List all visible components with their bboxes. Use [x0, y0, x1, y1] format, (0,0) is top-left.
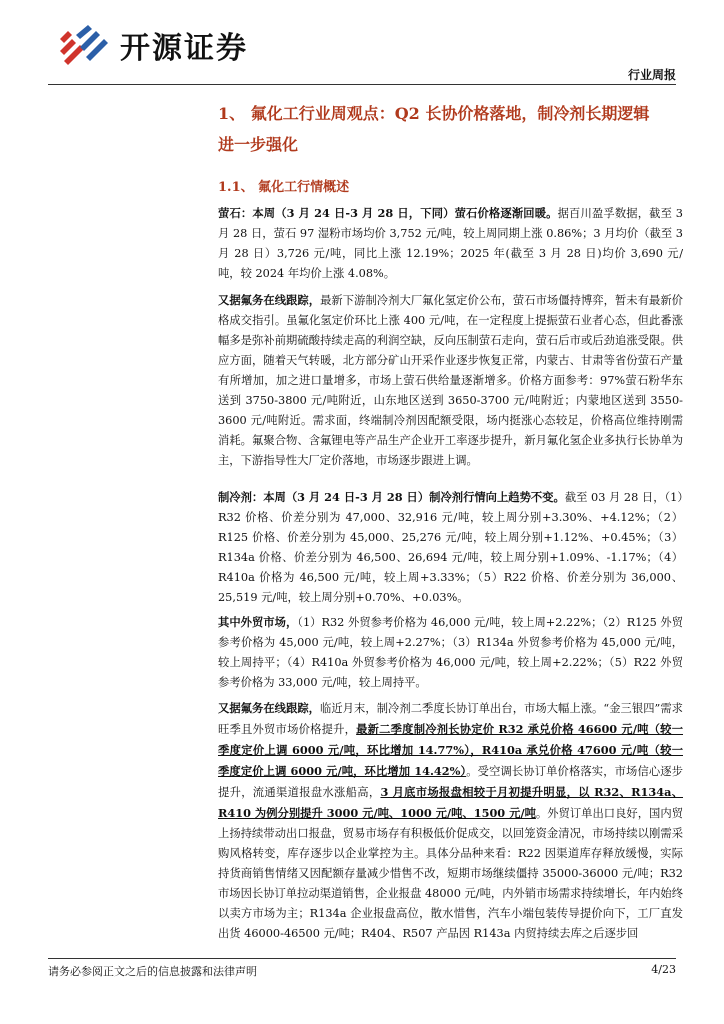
brand-logo: [58, 22, 248, 68]
paragraph-lead: 又据氟务在线跟踪，: [218, 293, 321, 307]
header-divider: [48, 84, 676, 85]
underlined-highlight: 最新二季度制冷剂长协定价 R32 承兑价格 46600 元/吨（较一季度定价上调 6000 元/吨，环比增加 14.77%），R410a 承兑价格 47600 元/吨（较一季度定价上调 6000 元/吨，环比增加 14.42%）: [218, 722, 683, 778]
paragraph-lead: 制冷剂：本周（3 月 24 日-3 月 28 日）制冷剂行情向上趋势不变。: [218, 490, 565, 504]
paragraph-lead: 其中外贸市场，: [218, 615, 298, 629]
report-type-label: 行业周报: [627, 68, 676, 82]
paragraph-foreign-trade: [218, 612, 683, 693]
subsection-heading: 1.1、 氟化工行情概述: [218, 180, 350, 195]
footer-disclaimer: 请务必参阅正文之后的信息披露和法律声明: [48, 965, 257, 978]
section-heading: 1、 氟化工行业周观点：Q2 长协价格落地，制冷剂长期逻辑: [218, 104, 650, 123]
paragraph-refrigerant-tracking: [218, 698, 683, 944]
footer-divider: [48, 958, 676, 959]
paragraph-fluorite-tracking: [218, 290, 683, 471]
section-heading-continued: 进一步强化: [218, 135, 299, 154]
paragraph-text: 临近月末，制冷剂二季度长协订单出台，市场大幅上涨。“金三银四”需求旺季且外贸市场价格提升，: [218, 702, 683, 736]
paragraph-text: 。受空调长协订单价格落实，市场信心逐步提升，流通渠道报盘水涨船高，: [218, 765, 683, 799]
paragraph-lead: 萤石：本周（3 月 24 日-3 月 28 日，下同）萤石价格逐渐回暖。: [218, 206, 558, 220]
paragraph-lead: 又据氟务在线跟踪，: [218, 701, 321, 715]
brand-name: 开源证券: [120, 31, 248, 66]
logo-mark-icon: [58, 25, 110, 65]
page-number: 4/23: [651, 963, 676, 976]
underlined-highlight: 3 月底市场报盘相较于月初提升明显，以 R32、R134a、R410 为例分别提升 3000 元/吨、1000 元/吨、1500 元/吨: [218, 785, 683, 820]
paragraph-body: （1）R32 外贸参考价格为 46,000 元/吨，较上周+2.22%；（2）R125 外贸参考价格为 45,000 元/吨，较上周+2.27%；（3）R134a 外贸参考价格为 45,000 元/吨，较上周持平；（4）R410a 外贸参考价格为 46,000 元/吨，较上周+2.22%；（5）R22 外贸参考价格为 33,000 元/吨，较上周持平。: [218, 616, 683, 689]
paragraph-fluorite: [218, 203, 683, 284]
paragraph-body: 最新下游制冷剂大厂氟化氢定价公布，萤石市场僵持博弈，暂未有最新价格成交指引。虽氟化氢定价环比上涨 400 元/吨，在一定程度上提振萤石业者心态，但此番涨幅多是弥补前期硫酸持续走高的利润空缺，反向压制萤石走向，萤石后市或后劲追涨受限。供应方面，随着天气转暖，北方部分矿山开采作业逐步恢复正常，内蒙古、甘肃等省份萤石产量有所增加，加之进口量增多，市场上萤石供给量逐渐增多。价格方面参考：97%萤石粉华东送到 3750-3800 元/吨附近，山东地区送到 3650-3700 元/吨附近；内蒙地区送到 3550-3600 元/吨附近。需求面，终端制冷剂因配额受限，场内挺涨心态较足，价格高位维持刚需消耗。氟聚合物、含氟锂电等产品生产企业开工率逐步提升，新月氟化氢企业多执行长协单为主，下游指导性大厂定价落地，市场逐步跟进上调。: [218, 294, 683, 467]
paragraph-text: 。外贸订单出口良好，国内贸上扬持续带动出口报盘，贸易市场存有积极低价促成交，以回笼资金清况，市场持续以刚需采购风格转变，库存逐步以企业掌控为主。具体分品种来看：R22 因渠道库存释放缓慢，实际持货商销售情绪又因配额存量减少惜售不改，短期市场继续僵持 35000-36000 元/吨；R32 市场因长协订单拉动渠道销售，企业报盘 48000 元/吨，内外销市场需求持续增长，年内始终以卖方市场为主；R134a 企业报盘高位，散水惜售，汽车小端包装传导提价向下，工厂直发出货 46000-46500 元/吨；R404、R507 产品因 R143a 内贸持续去库之后逐步回: [218, 807, 683, 940]
paragraph-refrigerant: [218, 487, 683, 608]
paragraph-body: 据百川盈孚数据，截至 3 月 28 日，萤石 97 湿粉市场均价 3,752 元/吨，较上周同期上涨 0.86%；3 月均价（截至 3 月 28 日）3,726 元/吨，同比上涨 12.19%；2025 年(截至 3 月 28 日)均价 3,690 元/吨，较 2024 年均价上涨 4.08%。: [218, 207, 683, 280]
paragraph-body: 截至 03 月 28 日，（1）R32 价格、价差分别为 47,000、32,916 元/吨，较上周分别+3.30%、+4.12%；（2）R125 价格、价差分别为 45,000、25,276 元/吨，较上周分别+1.12%、+0.45%；（3）R134a 价格、价差分别为 46,500、26,694 元/吨，较上周分别+1.09%、-1.17%；（4）R410a 价格为 46,500 元/吨，较上周+3.33%；（5）R22 价格、价差分别为 36,000、25,519 元/吨，较上周分别+0.70%、+0.03%。: [218, 491, 683, 604]
